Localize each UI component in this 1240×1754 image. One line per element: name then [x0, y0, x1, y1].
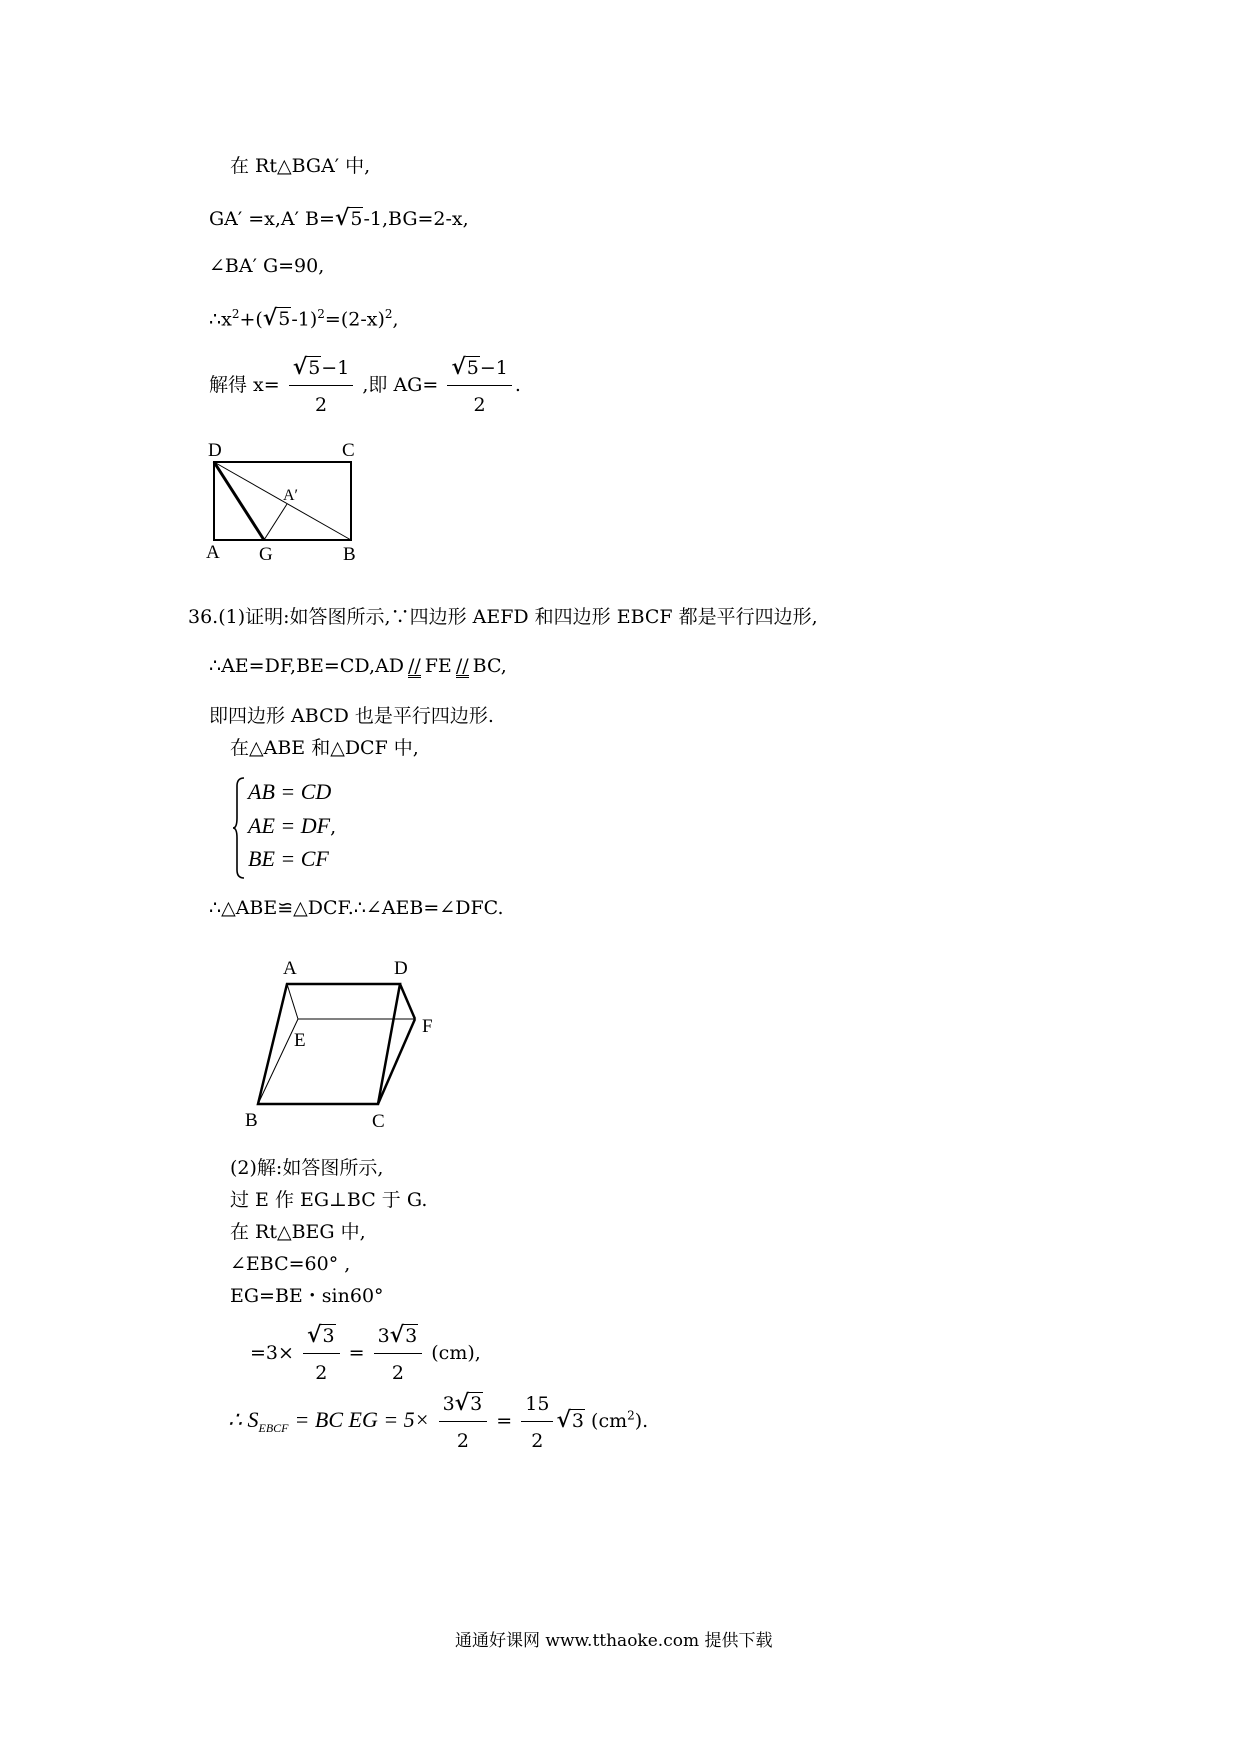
- text: =: [348, 1342, 365, 1364]
- equation-system: [232, 776, 432, 880]
- text-line: [230, 1156, 383, 1180]
- text: ∠BA′ G=90,: [209, 255, 325, 277]
- text: ∴ S: [228, 1407, 259, 1432]
- footer: 通通好课网 www.tthaoke.com 提供下载: [455, 1631, 773, 1651]
- text-line: [230, 736, 419, 760]
- text: ∴x: [209, 308, 232, 331]
- text: EG=BE・sin60°: [230, 1285, 384, 1307]
- text-line: [209, 352, 521, 420]
- radicand: 3: [405, 1325, 418, 1347]
- exponent: 2: [317, 307, 325, 321]
- denominator: 2: [531, 1429, 544, 1452]
- text-line: [230, 1284, 384, 1308]
- segment-dg: [214, 462, 264, 540]
- text-line: [209, 206, 469, 231]
- label-c: C: [372, 1111, 385, 1132]
- text: AE = DF: [248, 813, 331, 838]
- equation: [248, 814, 336, 839]
- text: ).: [634, 1410, 649, 1432]
- text: 即四边形 ABCD 也是平行四边形.: [209, 705, 494, 727]
- text-line: [209, 704, 494, 728]
- segment-ae: [287, 984, 298, 1019]
- rectangle-figure: [200, 436, 370, 576]
- parallel-equal-symbol: //: [407, 655, 421, 677]
- segment-ga: [264, 504, 287, 540]
- parallelepiped-figure: [240, 940, 450, 1140]
- label-d: D: [208, 440, 222, 461]
- segment-fc: [378, 1019, 415, 1104]
- denominator: 2: [314, 394, 328, 416]
- denominator: 2: [391, 1362, 404, 1384]
- fraction: $\frac{3√3}{2}$: [439, 1388, 488, 1456]
- label-b: B: [245, 1110, 258, 1131]
- exponent: 2: [384, 307, 393, 321]
- fraction: $\frac{3√3}{2}$: [374, 1320, 423, 1388]
- text: =: [496, 1410, 513, 1432]
- text-line: [188, 605, 818, 629]
- parallelogram-abcd: [258, 984, 400, 1104]
- radicand: 3: [571, 1410, 584, 1432]
- sqrt-symbol: √5: [334, 205, 363, 231]
- text-line: [209, 302, 399, 331]
- text: (cm),: [431, 1342, 481, 1364]
- text: =(2-x): [324, 308, 385, 331]
- brace-icon: [232, 776, 246, 880]
- exponent: 2: [231, 307, 240, 321]
- text: 在 Rt△BEG 中,: [230, 1221, 366, 1243]
- text-line: [209, 654, 507, 678]
- subscript: EBCF: [258, 1420, 289, 1435]
- label-e: E: [294, 1030, 306, 1051]
- text: ∴AE=DF,BE=CD,AD: [209, 655, 404, 677]
- fraction: $\frac{√5-1}{2}$: [289, 352, 354, 420]
- denominator: 2: [456, 1430, 469, 1452]
- text: −1: [321, 357, 350, 379]
- text-line: [230, 1220, 366, 1244]
- text-line: [209, 896, 504, 920]
- text: GA′ =x,A′ B=: [209, 208, 335, 230]
- radicand: 3: [470, 1393, 483, 1415]
- text: 解得 x=: [209, 374, 280, 396]
- segment-df: [400, 984, 415, 1019]
- sqrt-symbol: √5: [262, 305, 291, 332]
- label-f: F: [422, 1016, 433, 1037]
- text: 在 Rt△BGA′ 中,: [230, 155, 371, 177]
- sqrt-symbol: √3: [556, 1407, 584, 1433]
- text-line: [230, 1252, 350, 1276]
- text: =3×: [250, 1342, 294, 1364]
- text: 3: [377, 1325, 390, 1347]
- text: 36.(1)证明:如答图所示,∵四边形 AEFD 和四边形 EBCF 都是平行四边形,: [188, 606, 818, 628]
- radicand: 3: [322, 1325, 335, 1347]
- denominator: 2: [473, 394, 486, 416]
- label-a-prime: A′: [283, 487, 299, 504]
- radicand: 5: [466, 357, 479, 379]
- text: 在△ABE 和△DCF 中,: [230, 737, 419, 759]
- text-line: [250, 1320, 481, 1388]
- text: .: [514, 374, 521, 396]
- text: (2)解:如答图所示,: [230, 1157, 384, 1179]
- parallel-equal-symbol: //: [455, 655, 469, 677]
- fraction: [521, 1389, 553, 1456]
- text: (cm: [591, 1410, 628, 1432]
- text-line: [230, 1188, 427, 1212]
- text: ∴△ABE≌△DCF.∴∠AEB=∠DFC.: [209, 897, 504, 919]
- label-b: B: [343, 544, 356, 565]
- radicand: 5: [308, 357, 321, 379]
- label-a: A: [283, 958, 297, 979]
- text-line: [209, 254, 324, 278]
- text: ,: [330, 816, 337, 838]
- text: FE: [424, 655, 452, 677]
- segment-eb: [258, 1019, 298, 1104]
- text-line: [228, 1388, 648, 1456]
- text: = BC EG = 5×: [294, 1407, 430, 1432]
- text: BC,: [472, 655, 507, 677]
- equation: AB = CD: [248, 779, 332, 804]
- text: +(: [239, 308, 263, 331]
- text: ,: [392, 308, 399, 331]
- text: ∠EBC=60° ,: [230, 1253, 351, 1275]
- label-g: G: [259, 544, 273, 565]
- label-a: A: [206, 542, 220, 563]
- fraction: $\frac{√3}{2}$: [303, 1320, 340, 1388]
- numerator: 15: [521, 1389, 553, 1422]
- label-d: D: [394, 958, 408, 979]
- label-c: C: [342, 440, 355, 461]
- equation: BE = CF: [248, 846, 329, 871]
- exponent: 2: [627, 1408, 635, 1423]
- text: 3: [442, 1393, 455, 1415]
- text-line: [230, 154, 370, 178]
- text: −1: [479, 357, 508, 379]
- denominator: 2: [315, 1362, 328, 1384]
- text: ,即 AG=: [362, 374, 439, 396]
- fraction: $\frac{√5-1}{2}$: [447, 352, 512, 420]
- text: -1): [291, 308, 318, 331]
- text: -1,BG=2-x,: [363, 208, 469, 230]
- text: 过 E 作 EG⊥BC 于 G.: [230, 1189, 428, 1211]
